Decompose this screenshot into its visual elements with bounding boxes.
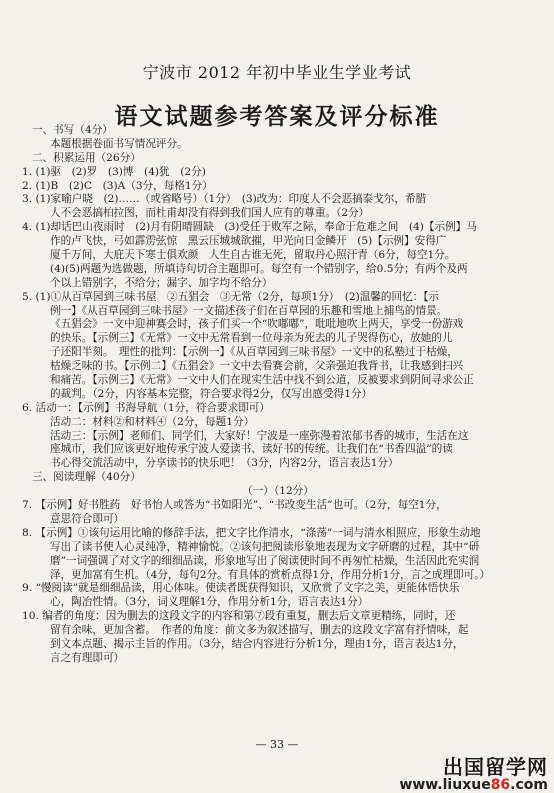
text-line: 作的卢飞快，弓如霹雳弦惊 黑云压城城欲摧，甲光向日金鳞开 (5)【示例】安得广 xyxy=(50,235,447,248)
answer-item: 4. (1)却话巴山夜雨时 (2)月有阴晴圆缺 (3)受任于败军之际，奉命于危难之间 (4)【示例】马 xyxy=(22,221,477,234)
answer-item: 2. (1)B (2)C (3)A（3分，每格1分） xyxy=(22,179,213,192)
page-number: — 33 — xyxy=(255,738,299,751)
text-line: 活动三：【示例】老师们、同学们，大家好！宁波是一座弥漫着浓郁书香的城市，生活在这 xyxy=(50,429,469,442)
text-line: 写出了读书使人心灵纯净，精神愉悦。②该句把阅读形象地表现为文字研磨的过程，其中“研 xyxy=(50,540,480,553)
answer-item: 10. 编者的角度：因为删去的这段文字的内容和第⑦段有重复，删去后文章更精练，同时，还 xyxy=(22,610,456,623)
answer-body xyxy=(22,124,534,666)
text-line: 的快乐。【示例三】《无常》一文中无常看到一位母亲为死去的儿子哭得伤心，放她的儿 xyxy=(50,332,453,345)
answer-item: 7. 【示例】好书胜药 好书怡人或答为“书如阳光”、“书改变生活”也可。（2分，每空1分， xyxy=(22,499,447,512)
exam-title: 宁波市 2012 年初中毕业生学业考试 xyxy=(142,63,412,82)
text-line: 言之有理即可） xyxy=(50,651,125,664)
text-line: 意思符合即可） xyxy=(50,512,125,525)
watermark-url-part: .com xyxy=(510,777,548,793)
answer-item: 6. 活动一：【示例】书海导航（1分，符合要求即可） xyxy=(22,401,270,414)
text-line: 的裁判。（2分，内容基本完整，符合要求得2分，仅写出感受得1分） xyxy=(50,387,373,400)
text-line: 枯燥乏味的书。【示例二】《五猖会》一文中去看赛会前，父亲强迫我背书，让我感到扫兴 xyxy=(50,360,464,373)
document-title: 语文试题参考答案及评分标准 xyxy=(114,103,440,130)
text-line: 到文本点题、揭示主旨的作用。（3分，结合内容进行分析1分，理由1分，语言表达1分， xyxy=(50,637,464,650)
answer-item: 3. (1)家喻户晓 (2)……（或省略号）（1分） (3)改为：印度人不会恶搞泰戈尔，希腊 xyxy=(22,193,427,206)
answer-item: 1. (1)驱 (2)罗 (3)博 (4)犹 (2分) xyxy=(22,165,206,178)
text-line: (4)(5)两题为选做题，所填诗句切合主题即可。每空有一个错别字，给0.5分；有两个及两 xyxy=(50,262,468,275)
text-line: 书心得交流活动中，分享读书的快乐吧！（3分，内容2分，语言表达1分） xyxy=(50,457,399,470)
text-line: 个以上错别字，不给分；漏字、加字均不给分） xyxy=(50,276,273,289)
text-line: 人不会恶搞柏拉图，而杜甫却没有得到我们国人应有的尊重。（2分） xyxy=(50,207,370,220)
text-line: 心，陶冶性情。（3分，词义理解1分，作用分析1分，语言表达1分） xyxy=(50,596,369,609)
answer-item: 5. (1)①从百草园到三味书屋 ②五猖会 ③无常（2分，每项1分） (2)温馨的回忆：【示 xyxy=(22,290,440,303)
section-heading: 三、阅读理解（40分） xyxy=(32,471,141,484)
text-line: 《五猖会》一文中迎神赛会时，孩子们买一个“吹嘟嘟”，吡吡地吹上两天，享受一份游戏 xyxy=(50,318,464,331)
text-line: 例一】《从百草园到三味书屋》一文描述孩子们在百草园的乐趣和雪地上捕鸟的情景。 xyxy=(50,304,448,317)
watermark-url xyxy=(399,777,548,793)
watermark-name: 出国留学网 xyxy=(443,755,548,779)
subsection-heading: （一）（12分） xyxy=(242,485,314,498)
text-line: 留有余味，更加含蓄。 作者的角度：前文多为叙述描写，删去的这段文字富有抒情味，起 xyxy=(50,624,469,637)
text-line: 和痛苦。【示例三】《无常》一文中人们在现实生活中找不到公道，反被要求到阴间寻求公正 xyxy=(50,374,474,387)
text-line: 泽，更加富有生机。（4分，每句2分。有具体的赏析点得1分，作用分析1分，言之成理即可。） xyxy=(50,568,491,581)
watermark-url-part: www.liuxue xyxy=(399,777,491,793)
text-line: 子还阳半刻。 理性的批判：【示例一】《从百草园到三味书屋》一文中的私塾过于枯燥， xyxy=(50,346,458,359)
text-line: 本题根据卷面书写情况评分。 xyxy=(50,137,188,150)
answer-item: 8. 【示例】①该句运用比喻的修辞手法，把文字比作清水，“涤荡”一词与清水相照应，形象生动地 xyxy=(22,526,481,539)
text-line: 活动二：材料②和材料④（2分，每题1分） xyxy=(50,415,255,428)
section-heading: 二、积累运用（26分） xyxy=(32,151,141,164)
watermark-logo xyxy=(399,751,548,793)
section-heading: 一、书写（4分） xyxy=(32,124,113,136)
text-line: 厦千万间，大庇天下寒士俱欢颜 人生自古谁无死，留取丹心照汗青（6分，每空1分。 xyxy=(50,249,456,262)
text-line: 磨”一词强调了对文字的细细品读，形象地写出了阅读使时间不再匆忙枯燥，生活因此充实润 xyxy=(50,554,480,567)
answer-item: 9. “慢阅读”就是细细品读，用心体味。使读者既获得知识，又欣赏了文字之美，更能体悟快乐 xyxy=(22,582,460,595)
text-line: 座城市，我们应该更好地传承宁波人爱读书、读好书的传统。让我们在“书香四溢”的读 xyxy=(50,443,453,456)
watermark-url-highlight: 86 xyxy=(490,777,511,793)
